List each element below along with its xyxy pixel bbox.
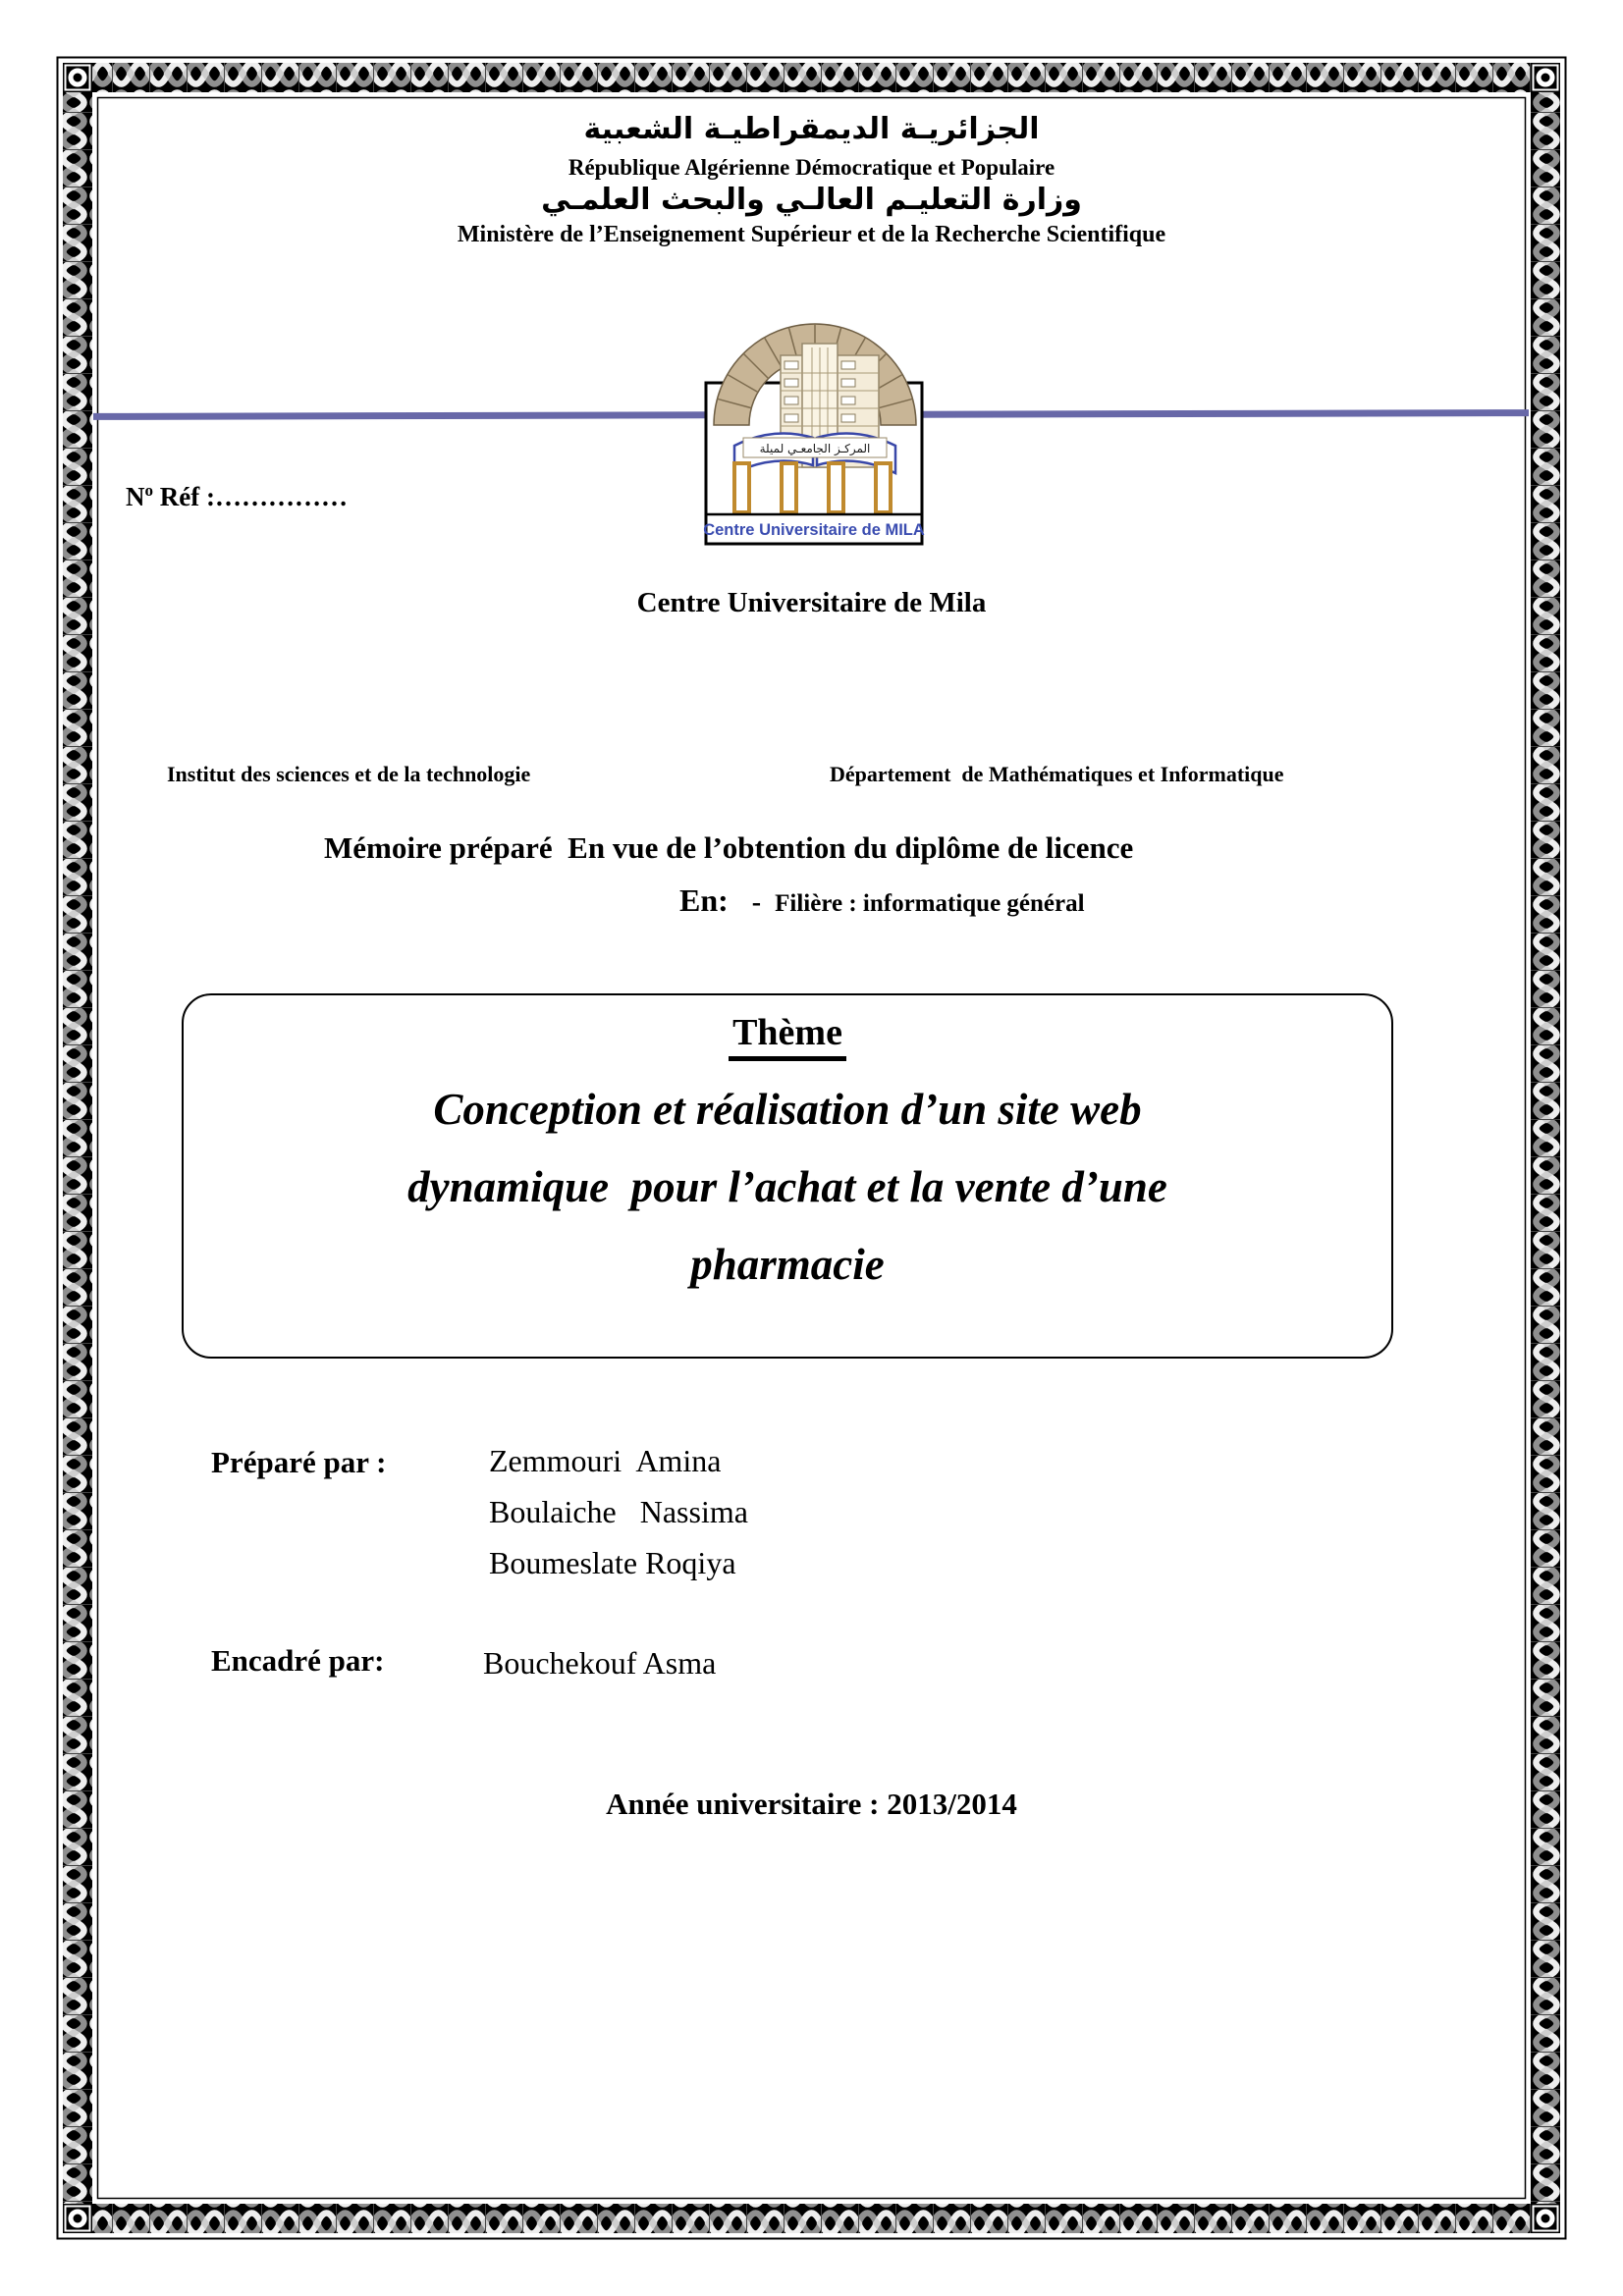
prepared-by-name: Boulaiche Nassima xyxy=(489,1494,748,1529)
ref-base: N xyxy=(126,482,145,511)
header-french-line2: Ministère de l’Enseignement Supérieur et de la Recherche Scientifique xyxy=(457,222,1166,247)
university-title: Centre Universitaire de Mila xyxy=(636,587,987,618)
memoire-en-label: En: xyxy=(679,882,729,918)
university-logo xyxy=(687,291,927,552)
reference-number-label xyxy=(126,481,348,512)
theme-box xyxy=(182,993,1393,1359)
supervisor-label: Encadré par: xyxy=(211,1643,385,1678)
prepared-by-name: Boumeslate Roqiya xyxy=(489,1545,736,1580)
memoire-dash: - xyxy=(751,887,762,918)
border-corner-ring xyxy=(63,63,92,92)
logo-book-arabic-text: المركـز الجامعـي لميلة xyxy=(759,442,871,455)
theme-text-line: Conception et réalisation d’un site web xyxy=(433,1085,1142,1134)
memoire-purpose-line: Mémoire préparé En vue de l’obtention du diplôme de licence xyxy=(324,830,1134,865)
logo-caption: Centre Universitaire de MILA xyxy=(703,521,925,539)
theme-text-line: pharmacie xyxy=(690,1240,885,1289)
department-label: Département de Mathématiques et Informatique xyxy=(830,762,1284,786)
border-corner-ring xyxy=(63,2204,92,2233)
academic-year: Année universitaire : 2013/2014 xyxy=(606,1787,1017,1821)
border-corner-ring xyxy=(1531,63,1560,92)
header-arabic-line2: وزارة التعليـم العالـي والبحث العلمـي xyxy=(541,183,1082,217)
ref-superscript: o xyxy=(144,481,153,500)
memoire-filiere-label: Filière : informatique général xyxy=(775,890,1085,917)
theme-text-line: dynamique pour l’achat et la vente d’une xyxy=(407,1162,1167,1211)
prepared-by-label: Préparé par : xyxy=(211,1445,387,1479)
memoire-field-line xyxy=(679,882,1085,919)
institute-label: Institut des sciences et de la technologie xyxy=(167,762,531,786)
border-corner-ring xyxy=(1531,2204,1560,2233)
header-arabic-line1: الجزائريـة الديمقراطيـة الشعبية xyxy=(583,112,1040,146)
theme-title: Thème xyxy=(729,1011,846,1061)
header-french-line1: République Algérienne Démocratique et Populaire xyxy=(568,155,1055,180)
supervisor-name: Bouchekouf Asma xyxy=(483,1645,717,1681)
prepared-by-name: Zemmouri Amina xyxy=(489,1443,722,1478)
ref-rest: Réf :…………… xyxy=(153,482,348,511)
